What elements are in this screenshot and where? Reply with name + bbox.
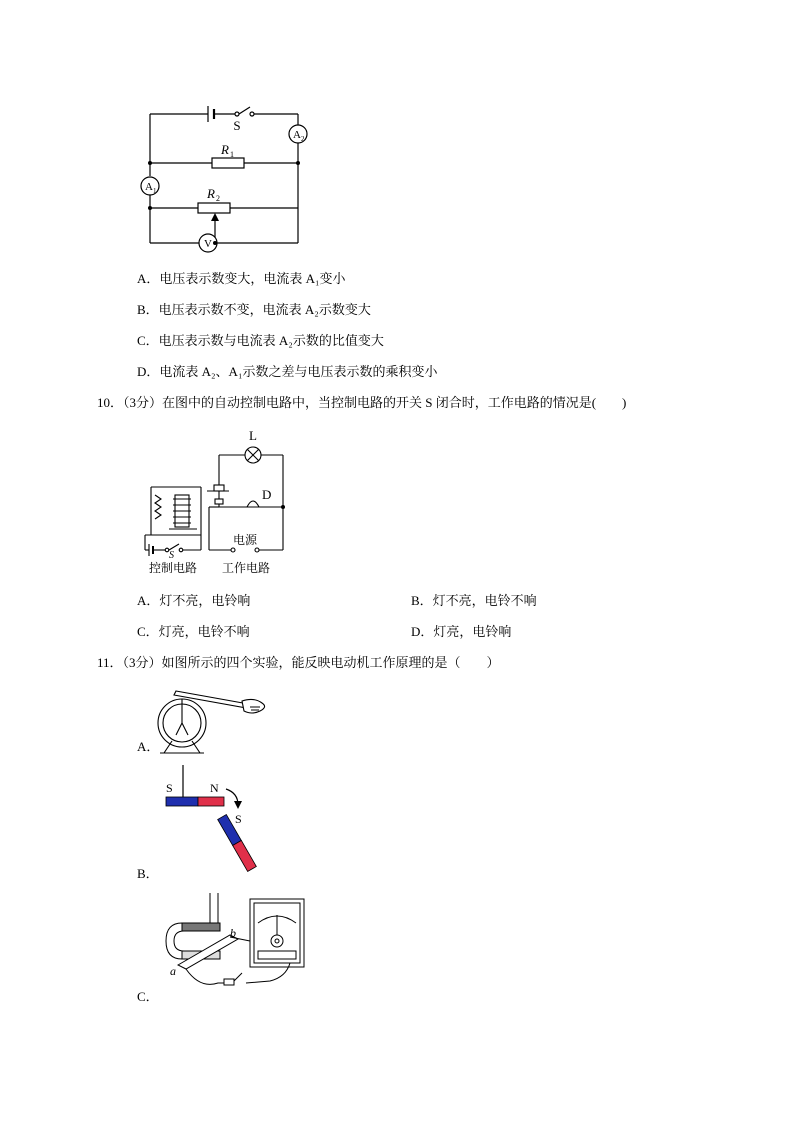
spring-icon — [155, 495, 161, 519]
bell-icon — [247, 501, 259, 507]
option-text: 电压表示数与电流表 A₂示数的比值变大 — [158, 333, 384, 348]
switch-blade — [239, 107, 250, 114]
lamp-label: L — [249, 428, 257, 443]
option-letter: A． — [137, 271, 160, 286]
resistor-r2 — [198, 203, 230, 213]
second-magnet-s-label: S — [235, 812, 242, 826]
control-switch-label: S — [169, 550, 174, 561]
a2-subscript: 2 — [301, 135, 305, 143]
second-magnet-north — [233, 840, 257, 871]
option-letter: C． — [137, 624, 159, 639]
option-letter: B． — [137, 866, 159, 881]
q9-option-c[interactable] — [137, 333, 384, 349]
switch-icon — [224, 979, 234, 985]
q9-option-d[interactable] — [137, 364, 437, 380]
option-letter: B． — [137, 302, 159, 317]
option-letter: A． — [137, 739, 160, 754]
slider-arrowhead — [211, 213, 219, 221]
switch-label: S — [233, 118, 241, 133]
control-circuit-label: 控制电路 — [148, 561, 198, 575]
q9-circuit-diagram — [140, 100, 310, 260]
r2-label: R — [207, 186, 215, 201]
magnet-north-half — [198, 797, 224, 806]
q11-option-a[interactable] — [137, 739, 159, 755]
option-letter: A． — [137, 593, 160, 608]
r1-subscript: 1 — [230, 150, 234, 159]
option-text: 灯不亮，电铃响 — [159, 593, 251, 608]
resistor-r1 — [212, 158, 244, 168]
q11-stem: 11．（3分）如图所示的四个实验，能反映电动机工作原理的是（ ） — [97, 655, 500, 670]
option-letter: C． — [137, 989, 159, 1004]
q11-option-b[interactable] — [137, 866, 159, 882]
q10-option-c[interactable] — [137, 624, 250, 640]
option-letter: D． — [137, 364, 160, 379]
option-letter: C． — [137, 333, 159, 348]
magnet-n-label: N — [210, 781, 219, 795]
hand-icon — [242, 699, 265, 713]
option-letter: B． — [411, 593, 433, 608]
magnet-s-label: S — [166, 781, 173, 795]
option-text: 灯亮，电铃响 — [433, 624, 512, 639]
point-b-label: b — [230, 926, 236, 940]
q11-figure-a — [150, 683, 275, 758]
a1-label: A — [145, 181, 153, 193]
option-text: 电流表 A₂、A₁示数之差与电压表示数的乘积变小 — [159, 364, 438, 379]
power-label: 电源 — [232, 533, 258, 547]
r1-label: R — [221, 142, 229, 157]
bell-label: D — [262, 487, 272, 502]
point-a-label: a — [170, 964, 176, 978]
option-text: 电压表示数不变，电流表 A₂示数变大 — [158, 302, 371, 317]
q10-relay-diagram — [135, 425, 305, 580]
work-circuit-label: 工作电路 — [221, 561, 271, 575]
q10-option-a[interactable] — [137, 593, 250, 609]
q11-figure-b — [160, 765, 280, 880]
q11-option-c[interactable] — [137, 989, 159, 1005]
q9-option-b[interactable] — [137, 302, 371, 318]
q10-option-d[interactable] — [411, 624, 511, 640]
magnet-south-half — [166, 797, 198, 806]
option-text: 灯亮，电铃不响 — [158, 624, 250, 639]
a1-subscript: 1 — [153, 187, 157, 195]
q10-option-b[interactable] — [411, 593, 537, 609]
option-text: 电压表示数变大，电流表 A₁变小 — [159, 271, 346, 286]
q11-figure-c — [160, 893, 310, 998]
r2-subscript: 2 — [216, 194, 220, 203]
voltmeter-label: V — [204, 238, 212, 250]
q9-option-a[interactable] — [137, 271, 346, 287]
option-text: 灯不亮，电铃不响 — [432, 593, 537, 608]
option-letter: D． — [411, 624, 434, 639]
a2-label: A — [293, 129, 301, 141]
q10-stem: 10．（3分）在图中的自动控制电路中，当控制电路的开关 S 闭合时，工作电路的情况是( ) — [97, 395, 627, 410]
